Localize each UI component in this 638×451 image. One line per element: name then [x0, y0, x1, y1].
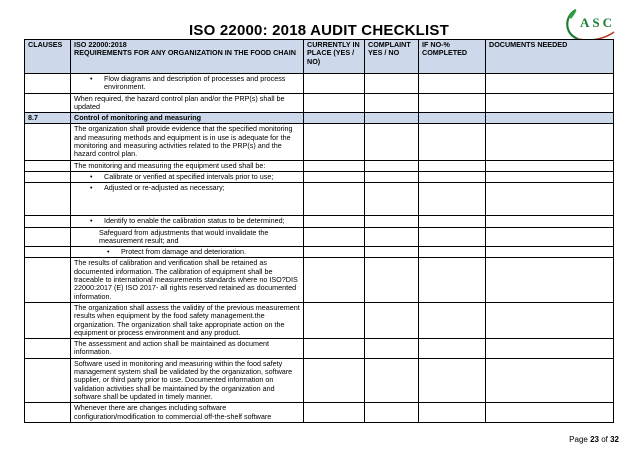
clause-number: 8.7 — [25, 113, 71, 124]
table-row — [25, 160, 614, 171]
complaint-cell[interactable] — [365, 74, 419, 94]
complaint-cell[interactable] — [365, 171, 419, 182]
requirement-cell: The organization shall provide evidence that the specified monitoring and measuring methods and equipment is in use is adequate for the monitoring and measuring activities related to the PRP(s) and the hazard control plan. — [71, 124, 304, 160]
ifno-cell[interactable] — [419, 74, 486, 94]
table-row — [25, 247, 614, 258]
currently-cell[interactable] — [304, 358, 365, 402]
ifno-cell[interactable] — [419, 403, 486, 423]
table-row — [25, 124, 614, 160]
currently-cell[interactable] — [304, 403, 365, 423]
complaint-cell[interactable] — [365, 93, 419, 113]
currently-cell[interactable] — [304, 93, 365, 113]
ifno-cell[interactable] — [419, 93, 486, 113]
ifno-cell[interactable] — [419, 258, 486, 302]
currently-cell[interactable] — [304, 339, 365, 359]
ifno-cell[interactable] — [419, 160, 486, 171]
documents-cell[interactable] — [486, 124, 614, 160]
complaint-cell[interactable] — [365, 339, 419, 359]
table-row — [25, 216, 614, 227]
table-row — [25, 339, 614, 359]
complaint-cell[interactable] — [365, 183, 419, 216]
currently-cell[interactable] — [304, 160, 365, 171]
col-header-iso-sub: REQUIREMENTS FOR ANY ORGANIZATION IN THE FOOD CHAIN — [74, 48, 296, 58]
ifno-cell[interactable] — [419, 124, 486, 160]
currently-cell[interactable] — [304, 74, 365, 94]
documents-cell[interactable] — [486, 403, 614, 423]
table-row — [25, 93, 614, 113]
documents-cell[interactable] — [486, 171, 614, 182]
documents-cell[interactable] — [486, 358, 614, 402]
audit-checklist-table — [24, 39, 614, 423]
requirement-cell: The organization shall assess the validity of the previous measurement results when equipment by the food safety management.the organization. The organization shall take appropriate action on the equipment or process environment and any product. — [71, 302, 304, 338]
requirement-cell: • Calibrate or verified at specified intervals prior to use; — [71, 171, 304, 182]
documents-cell[interactable] — [486, 339, 614, 359]
table-row — [25, 258, 614, 302]
currently-cell[interactable] — [304, 302, 365, 338]
complaint-cell[interactable] — [365, 247, 419, 258]
currently-cell[interactable] — [304, 258, 365, 302]
requirement-cell: The results of calibration and verification shall be retained as documented information. The calibration of equipment shall be traceable to international measurements standards where no ISO?DIS 22000:2017 (E) ISO 2017- all rights reserved retained as documented information. — [71, 258, 304, 302]
documents-cell[interactable] — [486, 302, 614, 338]
table-row — [25, 227, 614, 247]
documents-cell[interactable] — [486, 160, 614, 171]
col-header-iso: ISO 22000:2018 — [74, 40, 127, 49]
requirement-cell: Safeguard from adjustments that would invalidate the measurement result; and — [71, 227, 304, 247]
table-row — [25, 183, 614, 216]
documents-cell[interactable] — [486, 183, 614, 216]
complaint-cell[interactable] — [365, 227, 419, 247]
page-number: Page 23 of 32 — [569, 435, 619, 444]
complaint-cell[interactable] — [365, 216, 419, 227]
currently-cell[interactable] — [304, 247, 365, 258]
col-header-complaint: COMPLAINT YES / NO — [365, 40, 419, 74]
ifno-cell[interactable] — [419, 216, 486, 227]
documents-cell[interactable] — [486, 74, 614, 94]
table-row — [25, 171, 614, 182]
table-row — [25, 358, 614, 402]
currently-cell[interactable] — [304, 124, 365, 160]
col-header-currently: CURRENTLY IN PLACE (YES / NO) — [304, 40, 365, 74]
requirement-cell: • Flow diagrams and description of processes and process environment. — [71, 74, 304, 94]
documents-cell[interactable] — [486, 247, 614, 258]
complaint-cell[interactable] — [365, 124, 419, 160]
currently-cell[interactable] — [304, 171, 365, 182]
requirement-cell: The monitoring and measuring the equipment used shall be: — [71, 160, 304, 171]
ifno-cell[interactable] — [419, 247, 486, 258]
col-header-documents: DOCUMENTS NEEDED — [486, 40, 614, 74]
requirement-cell: • Identify to enable the calibration status to be determined; — [71, 216, 304, 227]
requirement-cell: When required, the hazard control plan and/or the PRP(s) shall be updated — [71, 93, 304, 113]
col-header-requirements — [71, 40, 304, 74]
currently-cell[interactable] — [304, 227, 365, 247]
section-title: Control of monitoring and measuring — [71, 113, 304, 124]
currently-cell[interactable] — [304, 216, 365, 227]
ifno-cell[interactable] — [419, 358, 486, 402]
requirement-cell: Software used in monitoring and measuring within the food safety management system shall be validated by the organization, software supplier, or third party prior to use. Documented information on validation activities shall be maintained by the organization and software shall be updated in timely manner. — [71, 358, 304, 402]
complaint-cell[interactable] — [365, 358, 419, 402]
ifno-cell[interactable] — [419, 339, 486, 359]
ifno-cell[interactable] — [419, 171, 486, 182]
documents-cell[interactable] — [486, 227, 614, 247]
col-header-clauses: CLAUSES — [25, 40, 71, 74]
requirement-cell: • Protect from damage and deterioration. — [71, 247, 304, 258]
complaint-cell[interactable] — [365, 302, 419, 338]
documents-cell[interactable] — [486, 258, 614, 302]
currently-cell[interactable] — [304, 183, 365, 216]
complaint-cell[interactable] — [365, 160, 419, 171]
requirement-cell: • Adjusted or re-adjusted as necessary; — [71, 183, 304, 216]
ifno-cell[interactable] — [419, 302, 486, 338]
documents-cell[interactable] — [486, 216, 614, 227]
page-title: ISO 22000: 2018 AUDIT CHECKLIST — [189, 22, 449, 39]
ifno-cell[interactable] — [419, 227, 486, 247]
section-row — [25, 113, 614, 124]
ifno-cell[interactable] — [419, 183, 486, 216]
complaint-cell[interactable] — [365, 258, 419, 302]
table-row — [25, 74, 614, 94]
requirement-cell: Whenever there are changes including software configuration/modification to commercial off-the-shelf software — [71, 403, 304, 423]
complaint-cell[interactable] — [365, 403, 419, 423]
header-row — [25, 40, 614, 74]
documents-cell[interactable] — [486, 93, 614, 113]
requirement-cell: The assessment and action shall be maintained as document information. — [71, 339, 304, 359]
col-header-ifno: IF NO-% COMPLETED — [419, 40, 486, 74]
table-row — [25, 403, 614, 423]
table-row — [25, 302, 614, 338]
logo-text: ASC — [580, 15, 616, 30]
